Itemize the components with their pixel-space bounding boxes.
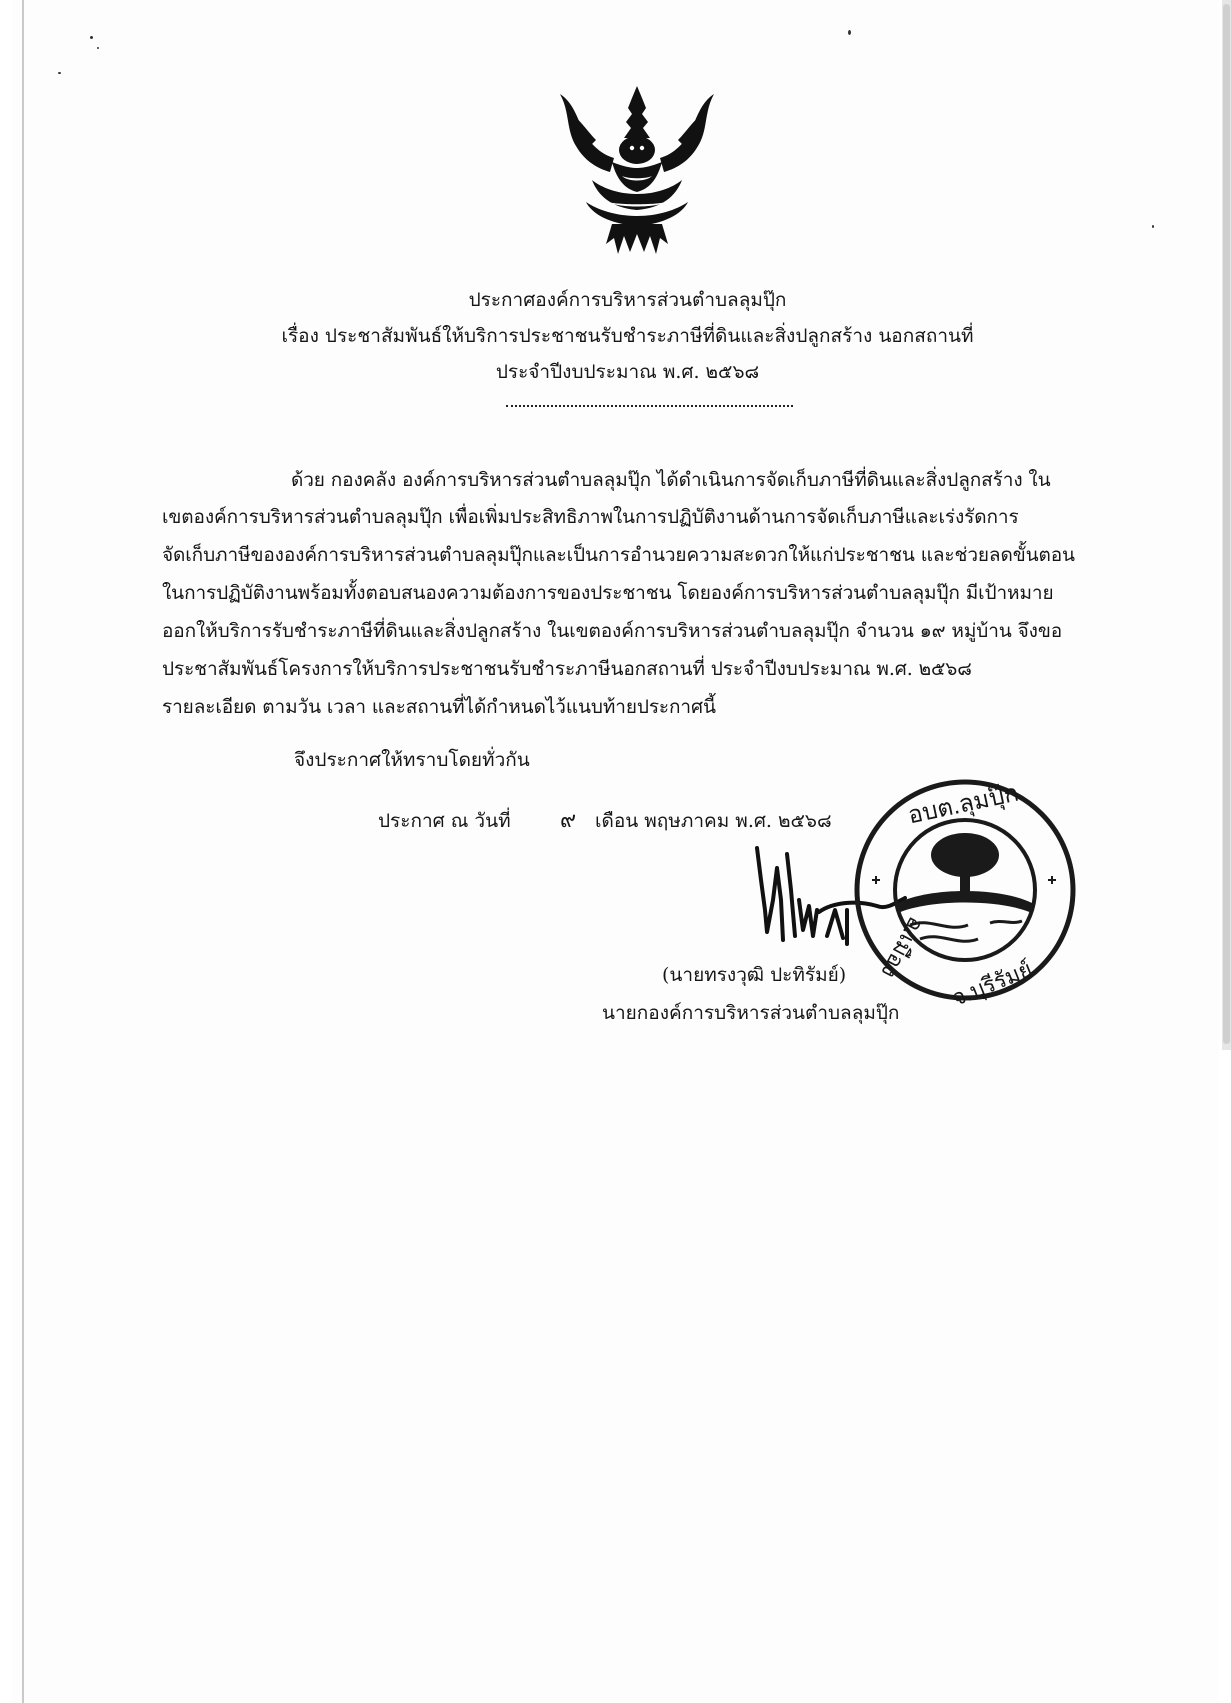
vertical-scrollbar[interactable] [1222, 0, 1231, 1050]
announcement-fiscal-year: ประจำปีงบประมาณ พ.ศ. ๒๕๖๘ [495, 361, 760, 383]
document-page [12, 0, 1219, 1703]
scan-edge [22, 0, 24, 1703]
body-line-6: ประชาสัมพันธ์โครงการให้บริการประชาชนรับชำระภาษีนอกสถานที่ ประจำปีงบประมาณ พ.ศ. ๒๕๖๘ [162, 658, 972, 680]
scan-speck [90, 36, 93, 39]
scan-speck [848, 30, 851, 35]
scan-speck [58, 72, 61, 74]
dateline-prefix: ประกาศ ณ วันที่ [378, 810, 511, 832]
body-line-4: ในการปฏิบัติงานพร้อมทั้งตอบสนองความต้องการของประชาชน โดยองค์การบริหารส่วนตำบลลุมปุ๊ก มีเป้าหมาย [162, 582, 1054, 604]
signatory-name: (นายทรงวุฒิ ปะทิรัมย์) [662, 964, 847, 986]
scrollbar-thumb[interactable] [1223, 4, 1230, 1044]
stamp-bottom-left-text: อ.เมือง [876, 912, 930, 983]
scan-speck [1152, 225, 1154, 228]
body-line-2: เขตองค์การบริหารส่วนตำบลลุมปุ๊ก เพื่อเพิ่มประสิทธิภาพในการปฏิบัติงานด้านการจัดเก็บภาษีและเร่งรัดการ [162, 506, 1019, 528]
garuda-emblem-icon [552, 84, 722, 260]
announcement-title: ประกาศองค์การบริหารส่วนตำบลลุมปุ๊ก [468, 289, 787, 311]
body-line-3: จัดเก็บภาษีขององค์การบริหารส่วนตำบลลุมปุ๊กและเป็นการอำนวยความสะดวกให้แก่ประชาชน และช่วยลดขั้นตอน [162, 544, 1075, 566]
dateline-day: ๙ [560, 808, 577, 833]
stamp-top-text: อบต.ลุมปุ๊ก [905, 779, 1021, 830]
announcement-subject: เรื่อง ประชาสัมพันธ์ให้บริการประชาชนรับชำระภาษีที่ดินและสิ่งปลูกสร้าง นอกสถานที่ [281, 325, 974, 347]
body-line-1: ด้วย กองคลัง องค์การบริหารส่วนตำบลลุมปุ๊ก ได้ดำเนินการจัดเก็บภาษีที่ดินและสิ่งปลูกสร้าง ใน [291, 469, 1051, 491]
signatory-position: นายกองค์การบริหารส่วนตำบลลุมปุ๊ก [602, 1002, 900, 1024]
body-line-7: รายละเอียด ตามวัน เวลา และสถานที่ได้กำหนดไว้แนบท้ายประกาศนี้ [162, 696, 716, 718]
scan-speck [97, 47, 99, 49]
body-line-5: ออกให้บริการรับชำระภาษีที่ดินและสิ่งปลูกสร้าง ในเขตองค์การบริหารส่วนตำบลลุมปุ๊ก จำนวน ๑๙ หมู่บ้าน จึงขอ [162, 620, 1063, 642]
dateline-month: เดือน พฤษภาคม พ.ศ. ๒๕๖๘ [595, 810, 832, 832]
header-divider [506, 405, 793, 407]
stamp-bottom-right-text: จ.บุรีรัมย์ [948, 956, 1036, 1011]
closing-statement: จึงประกาศให้ทราบโดยทั่วกัน [294, 749, 530, 771]
